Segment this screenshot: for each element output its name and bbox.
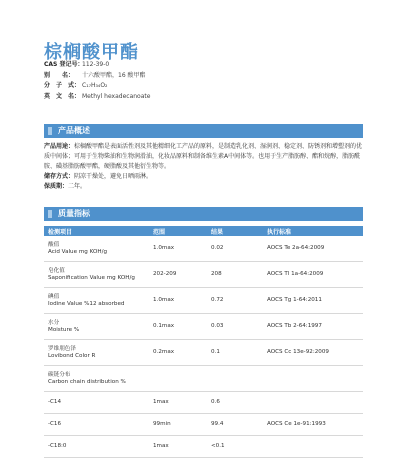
item-en: Iodine Value %12 absorbed (48, 300, 125, 307)
cell-standard (263, 392, 363, 414)
cell-range: 99min (149, 414, 207, 436)
cell-result: 0.02 (207, 236, 263, 262)
usage-text: 棕榈酸甲酯是表面活性剂及其他精细化工产品的原料，是制造乳化剂、湿润剂、稳定剂、防锈剂和增塑剂的优质中间体；可用于生物柴油和生物润滑油，化妆品原料和制备维生素A中间体等。也用于生产脂肪醇、酯和烷醇，脂肪酰胺、磺基脂肪酸甲酯，硬脂酸及其他衍生物等。 (44, 143, 363, 170)
cell-result: 0.6 (207, 392, 263, 414)
shelf-life-text: 二年。 (68, 183, 87, 190)
item-en: Carbon chain distribution % (48, 378, 126, 385)
item-en: -C18:0 (48, 443, 67, 449)
cell-item (44, 366, 149, 392)
quality-table (44, 226, 363, 458)
item-en: Saponification Value mg KOH/g (48, 274, 135, 281)
quality-table-wrap (44, 226, 363, 458)
table-row (44, 414, 363, 436)
table-row (44, 314, 363, 340)
cell-result: 0.1 (207, 340, 263, 366)
info-value: 112-39-0 (82, 61, 110, 68)
table-row (44, 236, 363, 262)
cell-item (44, 392, 149, 414)
header-standard: 执行标准 (263, 226, 363, 236)
info-row-cas (44, 60, 364, 71)
cell-result: <0.1 (207, 436, 263, 458)
cell-range: 0.1max (149, 314, 207, 340)
table-body (44, 236, 363, 458)
item-cn: 罗维朋色泽 (48, 345, 76, 352)
cell-standard: AOCS Ce 1e-91:1993 (263, 414, 363, 436)
product-description (44, 142, 363, 192)
item-en: -C16 (48, 421, 62, 427)
item-cn: 水分 (48, 319, 60, 326)
cell-standard (263, 366, 363, 392)
info-label: 分 子 式： (44, 82, 81, 89)
cell-item (44, 288, 149, 314)
cell-range (149, 366, 207, 392)
table-row (44, 288, 363, 314)
header-result: 结果 (207, 226, 263, 236)
info-value: 十六酸甲酯，16 酸甲酯 (82, 71, 146, 79)
cell-item (44, 314, 149, 340)
cell-standard: AOCS Tb 2-64:1997 (263, 314, 363, 340)
table-header-row (44, 226, 363, 236)
cell-result: 0.03 (207, 314, 263, 340)
info-value: C₁₇H₃₄O₂ (82, 82, 108, 89)
cell-standard (263, 436, 363, 458)
table-row (44, 366, 363, 392)
item-en: Acid Value mg KOH/g (48, 248, 108, 255)
info-row-formula (44, 81, 364, 92)
storage-paragraph (44, 172, 363, 182)
section-header-overview: 产品概述 (44, 124, 363, 138)
storage-text: 阴凉干燥处，避免日晒雨淋。 (74, 173, 153, 180)
table-row (44, 340, 363, 366)
cell-item (44, 340, 149, 366)
item-en: Lovibond Color R (48, 352, 96, 359)
info-value: Methyl hexadecanoate (82, 92, 151, 100)
item-en: -C14 (48, 399, 62, 405)
table-row (44, 262, 363, 288)
cell-result: 208 (207, 262, 263, 288)
info-row-alias (44, 71, 364, 82)
cell-range: 1max (149, 392, 207, 414)
cell-range: 0.2max (149, 340, 207, 366)
section-header-quality: 质量指标 (44, 207, 363, 221)
shelf-life-label: 保质期： (44, 183, 69, 190)
cell-standard: AOCS Te 2a-64:2009 (263, 236, 363, 262)
cell-item (44, 236, 149, 262)
cell-result: 0.72 (207, 288, 263, 314)
info-row-english-name (44, 92, 364, 103)
cell-standard: AOCS Tl 1a-64:2009 (263, 262, 363, 288)
header-range: 范围 (149, 226, 207, 236)
cell-result: 99.4 (207, 414, 263, 436)
storage-label: 储存方式： (44, 173, 75, 180)
cell-range: 1.0max (149, 236, 207, 262)
product-title: 棕榈酸甲酯 (44, 42, 139, 63)
item-cn: 碘值 (48, 293, 60, 300)
cell-item (44, 262, 149, 288)
cell-range: 1max (149, 436, 207, 458)
item-cn: 碳链分布 (48, 371, 71, 378)
usage-paragraph (44, 142, 363, 172)
info-label: 别 名： (44, 71, 75, 79)
table-row (44, 436, 363, 458)
product-info (44, 60, 364, 102)
usage-label: 产品用途： (44, 143, 75, 150)
header-item: 检测项目 (44, 226, 149, 236)
cell-item (44, 436, 149, 458)
info-label: CAS 登记号： (44, 61, 84, 68)
item-en: Moisture % (48, 326, 80, 333)
cell-range: 202-209 (149, 262, 207, 288)
cell-standard: AOCS Cc 13e-92:2009 (263, 340, 363, 366)
cell-standard: AOCS Tg 1-64:2011 (263, 288, 363, 314)
cell-range: 1.0max (149, 288, 207, 314)
cell-result (207, 366, 263, 392)
item-cn: 酸值 (48, 241, 60, 248)
info-label: 英 文 名： (44, 92, 81, 100)
item-cn: 皂化值 (48, 267, 65, 274)
table-row (44, 392, 363, 414)
cell-item (44, 414, 149, 436)
shelf-life-paragraph (44, 182, 363, 192)
